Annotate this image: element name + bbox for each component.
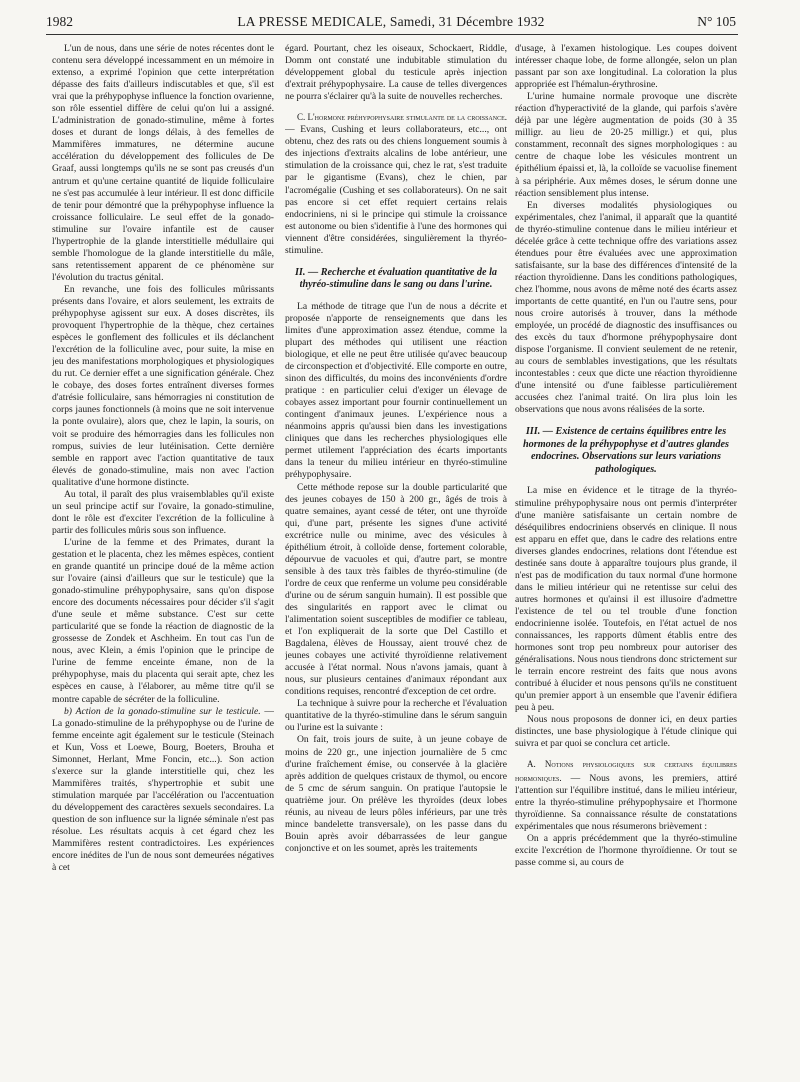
paragraph [52,706,274,875]
page-header [46,14,736,34]
header-rule [46,34,738,35]
paragraph: La technique à suivre pour la recherche et l'évaluation quantitative de la thyréo-stimuline dans le sérum sanguin ou l'urine est la suivante : [285,698,507,734]
paragraph [515,758,737,832]
paragraph: On fait, trois jours de suite, à un jeune cobaye de moins de 220 gr., une injection journalière de 5 cmc d'urine fraîchement émise, ou conservée à la glacière après addition de quelques cristaux de thymol, ou encore de 5 cmc de sérum sanguin. On pratique l'autopsie le quatrième jour. On prélève les thyroïdes (deux lobes réunis, au niveau de leurs pôles inférieurs, par une très mince bandelette transversale), on les passe dans du Bouin après avoir débarrassées de leur gangue conjonctive et on les soumet, après les traitements [285,734,507,854]
paragraph: Cette méthode repose sur la double particularité que des jeunes cobayes de 150 à 200 gr., âgés de trois à quatre semaines, ayant cessé de téter, ont une thyroïde qui, d'une part, présente les signes d'une activité excrétrice nulle ou minime, avec des vésicules à épithélium étroit, à colloïde dense, fortement colorable, dépourvue de vacuoles et qui, d'autre part, se montre sensible à des taux très faibles de thyréo-stimuline (de l'ordre de ceux que renferme un volume peu considérable d'urine ou de sérum sanguin humain). Il est possible que des singularités en rapport avec le climat ou l'alimentation soient susceptibles de modifier ce tableau, et l'on expliquerait de la sorte que Del Castillo et Bagdalena, élèves de Houssay, aient trouvé chez de jeunes cobayes une activité thyroïdienne relativement accusée à l'état normal. Nous n'avons jamais, quant à nous, sur plusieurs centaines d'animaux répondant aux conditions requises, rencontré d'exception de cet ordre. [285,481,507,698]
column-3 [515,43,737,1073]
paragraph: L'urine de la femme et des Primates, durant la gestation et le placenta, chez les mêmes espèces, contient en grande quantité un principe doué de la même action sur l'ovaire (ainsi d'ailleurs que sur le testicule) que la gonado-stimuline préhypophysaire, sans qu'on dispose encore des documents nécessaires pour décider s'il s'agit d'une seule et même substance. C'est sur cette particularité que se fonde la réaction de diagnostic de la grossesse de Zondek et Aschheim. En tout cas l'un de nous, avec Klein, a émis l'opinion que le principe de l'urine de femme enceinte émane, non de la préhypophyse, mais du placenta qui serait apte, chez les espèces en cause, à l'élaborer, au même titre qu'il se montre capable de sécréter de la folliculine. [52,536,274,705]
column-1 [52,43,274,1073]
subsection-label: A. Notions physiologiques sur certains équilibres hormoniques. [515,759,737,783]
subsection-label: b) Action de la gonado-stimuline sur le testicule. [64,705,261,717]
paragraph: L'urine humaine normale provoque une discrète réaction d'hyperactivité de la glande, qui parfois s'avère déjà par une légère augmentation de poids (30 à 35 milligr. au lieu de 20-25 milligr.) et qui, plus constamment, reconnaît des signes morphologiques : au centre de chaque lobe les vésicules montrent un épithélium épaissi et, là, la colloïde se vacuolise finement à sa périphérie. Aux mêmes doses, le sérum donne une réaction sensiblement plus intense. [515,91,737,199]
paragraph: En diverses modalités physiologiques ou expérimentales, chez l'animal, il apparaît que la quantité de thyréo-stimuline contenue dans le milieu intérieur et décelée grâce à cette technique offre des variations assez étendues pour être évaluées avec une approximation satisfaisante, sur la base des différences d'intensité de la réaction thyroïdienne. Dans les conditions pathologiques, chez l'homme, nous avons de même noté des écarts assez importants de cette quantité, en l'un ou l'autre sens, pour nous croire autorisés à trouver, dans la méthode employée, un procédé de diagnostic des insuffisances ou des excès du taux d'hormone préhypophysaire dont dispose l'organisme. Il convient seulement de ne retenir, au cours de semblables investigations, que les résultats incontestables : ceux que dicte une réaction thyroïdienne d'une intensité ou d'une faiblesse particulièrement accusées chez l'animal traité. On lira plus loin les observations que nous avons réalisées de la sorte. [515,199,737,416]
paragraph: Nous nous proposons de donner ici, en deux parties distinctes, une base physiologique à l'étude clinique qui suivra et par quoi se conclura cet article. [515,714,737,750]
page-number: 1982 [46,14,73,29]
paragraph: d'usage, à l'examen histologique. Les coupes doivent intéresser chaque lobe, de forme allongée, selon un plan passant par son axe longitudinal. La coloration la plus appropriée est l'hémalun-érythrosine. [515,43,737,91]
issue-number: N° 105 [697,14,736,29]
paragraph: La mise en évidence et le titrage de la thyréo-stimuline préhypophysaire nous ont permis d'interpréter d'une manière satisfaisante un certain nombre de déséquilibres endocriniens observés en clinique. Il nous est apparu en effet que, dans le cadre des relations entre diverses glandes endocrines, relations dont l'étendue est destinée sans doute à apparaître toujours plus grande, il n'est pas de modification du taux normal d'une hormone dans le milieu intérieur qui ne retentisse sur celui des autres hormones et qu'ainsi il est illusoire d'admettre l'existence de tel ou tel trouble d'une fonction endocrinienne isolée. Toutefois, en l'état actuel de nos connaissances, les rapports dûment établis entre des hormones sont trop peu nombreux pour autoriser des généralisations. Nous nous tiendrons donc strictement sur le terrain encore restreint des faits que nous avons contribué à élucider et nous pensons qu'ils ne constituent qu'un premier apport à un ensemble que l'avenir édifiera peu à peu. [515,485,737,714]
paragraph: En revanche, une fois des follicules mûrissants présents dans l'ovaire, et alors seulement, les extraits de préhypophyse agissent sur eux. A doses discrètes, ils provoquent l'hypertrophie de la thèque, chez certaines espèces le gonflement des follicules et ils déclanchent l'excrétion de la folliculine avec, pour suite, la mise en jeu des manifestations morphologiques et physiologiques du rut. Ce dernier effet a une signification générale. Chez le cobaye, des doses fortes entraînent diverses formes d'atrésie folliculaire, sans hémorragies ni constitution de corps jaunes fonctionnels (à moins que ne soit intervenue la ponte ovulaire), alors que, chez le lapin, la souris, on voit se produire des hémorragies dans les follicules non rompus, suivies de leur lutéinisation. Cette dernière semble en rapport avec l'action quantitative de taux élevés de gonado-stimuline, mais non avec l'action qualitative d'une hormone distincte. [52,283,274,488]
section-heading: III. — Existence de certains équilibres entre les hormones de la préhypophyse et d'autres glandes endocrines. Observations sur leurs variations pathologiques. [522,426,730,475]
section-heading: II. — Recherche et évaluation quantitative de la thyréo-stimuline dans le sang ou dans l'urine. [294,266,498,291]
paragraph [285,111,507,257]
journal-title: LA PRESSE MEDICALE, Samedi, 31 Décembre 1932 [237,14,545,29]
paragraph: Au total, il paraît des plus vraisemblables qu'il existe un seul principe actif sur l'ovaire, la gonado-stimuline, dont le rôle est d'exciter l'excrétion de la folliculine à partir des follicules mûris sous son influence. [52,488,274,536]
paragraph: On a appris précédemment que la thyréo-stimuline excite l'excrétion de l'hormone thyroïdienne. Or tout se passe comme si, au cours de [515,832,737,868]
paragraph: L'un de nous, dans une série de notes récentes dont le contenu sera développé incessamment en un mémoire in extenso, a exprimé l'opinion que cette interprétation dépasse des faits d'ailleurs indiscutables et que, s'il est vrai que la préhypophyse influence la fonction ovarienne, son rôle essentiel diffère de celui qu'on lui a assigné. L'administration de gonado-stimuline, même à fortes doses et durant de longs délais, à des femelles de Mammifères immatures, ne détermine aucune accélération du développement des follicules de De Graaf, aussi longtemps qu'ils ne se sont pas creusés d'un antrum et qu'une certaine quantité de liquide folliculaire ne s'est pas accumulée à leur intérieur. Il est donc difficile de tenir pour démontré que la préhypophyse influence la croissance folliculaire. Le seul effet de la gonado-stimuline sur l'ovaire infantile est de causer l'hypertrophie de la glande interstitielle médullaire qui semble l'homologue de la glande interstitielle du mâle, sans retentissement apparent de ce phénomène sur l'évolution du tractus génital. [52,43,274,283]
column-2 [285,43,507,1073]
paragraph: La méthode de titrage que l'un de nous a décrite et proposée n'apporte de renseignements que dans les limites d'une approximation assez étendue, comme la plupart des méthodes qui utilisent une réaction biologique, et elle ne peut être utilisée qu'avec beaucoup de circonspection et d'objectivité. Elle comporte en outre, sinon des difficultés, du moins des inconvénients d'ordre pratique : en particulier celui d'exiger un élevage de cobayes assez important pour fournir continuellement un contingent d'animaux jeunes. L'expérience nous a néanmoins appris qu'aussi bien dans les investigations cliniques que dans les recherches physiologiques elle permet utilement l'appréciation des écarts importants dans la teneur du milieu intérieur en thyréo-stimuline préhypophysaire. [285,300,507,481]
paragraph-text: — Evans, Cushing et leurs collaborateurs, etc..., ont obtenu, chez des rats ou des chiens longuement soumis à des injections d'extraits alcalins de lobe antérieur, une stimulation de la croissance qui, chez le rat, s'est traduite par le gigantisme (Evans), chez le chien, par l'acromégalie (Cushing et ses collaborateurs). On ne sait pas encore si cet effet requiert certains relais endocriniens, ni si le principe qui stimule la croissance est autonome ou bien s'identifie à l'une des hormones qui viennent d'être considérées, singulièrement la thyréo-stimuline. [285,124,507,256]
paragraph-text: — La gonado-stimuline de la préhypophyse ou de l'urine de femme enceinte agit également sur le testicule (Steinach et Kun, Voss et Loewe, Bourg, Boeters, Brouha et Simonnet, Herlant, Mme Foncin, etc...). Son action s'exerce sur la glande interstitielle qui, chez les Mammifères traités, s'hypertrophie et subit une stimulation marquée par l'accélération ou l'accentuation du développement des caractères sexuels secondaires. La question de son influence sur la lignée séminale n'est pas résolue. Les résultats acquis à cet égard chez les Mammifères restent contradictoires. Les expériences encore inédites de l'un de nous sont demeurées négatives à cet [52,705,274,874]
paragraph: égard. Pourtant, chez les oiseaux, Schockaert, Riddle, Domm ont constaté une indubitable stimulation du développement global du testicule après injection d'extrait préhypophysaire. La cause de telles divergences ne pourra s'éclairer qu'à la suite de nouvelles recherches. [285,43,507,103]
subsection-label: C. L'hormone préhypophysaire stimulante de la croissance. [297,112,507,123]
paragraph-text: — Nous avons, les premiers, attiré l'attention sur l'équilibre institué, dans le milieu intérieur, entre la thyréo-stimuline préhypophysaire et l'hormone thyroïdienne. Sa connaissance résulte de constatations expérimentales que nous résumerons brièvement : [515,772,737,832]
